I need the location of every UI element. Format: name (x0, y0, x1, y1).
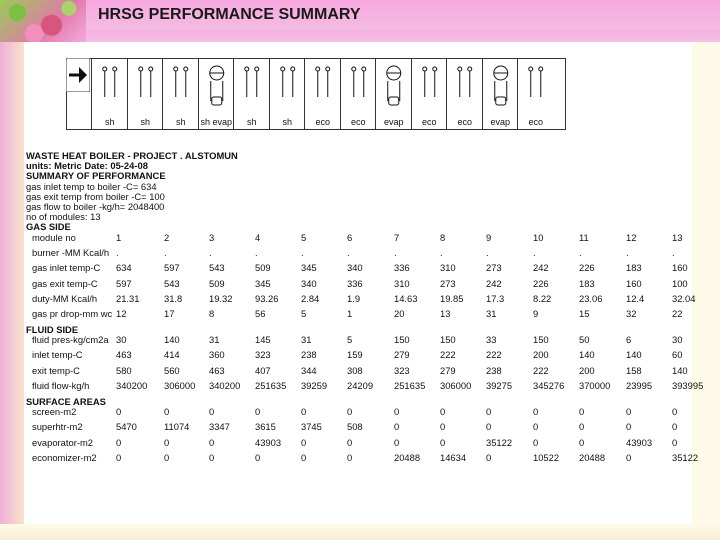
module-label: eco (350, 117, 366, 127)
table-cell: . (301, 246, 304, 258)
table-cell: 4 (255, 231, 261, 243)
table-row (26, 406, 686, 421)
tube-bank-icon (412, 61, 448, 113)
module-1 (91, 59, 128, 129)
tube-bank-icon (447, 61, 483, 113)
table-cell: 238 (301, 349, 317, 361)
evaporator-drum-icon (483, 61, 519, 113)
table-cell: 310 (440, 262, 456, 274)
table-cell: 0 (116, 451, 122, 463)
tube-bank-icon (234, 61, 270, 113)
table-cell: 17 (164, 308, 175, 320)
surface-areas-heading: SURFACE AREAS (26, 395, 106, 407)
table-cell: 13 (672, 231, 683, 243)
table-cell: 0 (626, 405, 632, 417)
performance-report (26, 150, 704, 467)
row-label: superhtr-m2 (32, 421, 83, 433)
table-cell: 1 (347, 308, 353, 320)
table-cell: 0 (209, 436, 215, 448)
table-cell: 13 (440, 308, 451, 320)
hrsg-module-diagram (66, 58, 566, 130)
module-4 (198, 59, 235, 129)
table-row (26, 278, 686, 293)
module-8 (340, 59, 377, 129)
table-cell: 0 (579, 436, 585, 448)
module-13 (517, 59, 554, 129)
table-cell: 3615 (255, 421, 276, 433)
row-label: gas pr drop-mm wc (32, 308, 113, 320)
table-cell: 279 (394, 349, 410, 361)
table-cell: 336 (347, 277, 363, 289)
row-label: module no (32, 231, 76, 243)
table-cell: 0 (209, 451, 215, 463)
header-line: WASTE HEAT BOILER - PROJECT . ALSTOMUN (26, 150, 238, 161)
table-cell: 242 (533, 262, 549, 274)
corner-decor-image (0, 0, 86, 42)
table-cell: . (672, 246, 675, 258)
table-cell: 0 (255, 451, 261, 463)
table-row (26, 365, 686, 380)
row-label: gas exit temp-C (32, 277, 98, 289)
table-cell: 183 (626, 262, 642, 274)
table-cell: 560 (164, 364, 180, 376)
row-label: economizer-m2 (32, 451, 97, 463)
table-cell: 150 (440, 334, 456, 346)
module-5 (233, 59, 270, 129)
table-cell: 0 (164, 451, 170, 463)
table-cell: 19.32 (209, 293, 233, 305)
table-cell: . (255, 246, 258, 258)
module-12 (482, 59, 519, 129)
table-cell: 150 (533, 334, 549, 346)
table-cell: 2.84 (301, 293, 320, 305)
row-label: screen-m2 (32, 405, 77, 417)
table-cell: 336 (394, 262, 410, 274)
table-cell: 0 (164, 436, 170, 448)
module-label: sh (282, 117, 292, 127)
table-cell: 0 (626, 421, 632, 433)
table-cell: . (347, 246, 350, 258)
header-line: gas exit temp from boiler -C= 100 (26, 190, 165, 202)
table-cell: 20488 (394, 451, 421, 463)
module-label: eco (315, 117, 330, 127)
table-cell: 6 (626, 334, 632, 346)
table-cell: 463 (209, 364, 225, 376)
table-cell: 31 (301, 334, 312, 346)
table-cell: 509 (255, 262, 271, 274)
table-cell: 310 (394, 277, 410, 289)
module-label: sh evap (200, 117, 233, 127)
table-cell: 0 (301, 451, 307, 463)
table-cell: 20488 (579, 451, 606, 463)
table-cell: 407 (255, 364, 271, 376)
row-label: evaporator-m2 (32, 436, 93, 448)
table-cell: 5470 (116, 421, 137, 433)
table-cell: 0 (394, 421, 400, 433)
table-cell: 60 (672, 349, 683, 361)
table-cell: 0 (164, 405, 170, 417)
table-cell: . (440, 246, 443, 258)
table-cell: 30 (672, 334, 683, 346)
table-cell: . (579, 246, 582, 258)
table-cell: 393995 (672, 380, 704, 392)
tube-bank-icon (92, 61, 128, 113)
table-cell: 0 (440, 436, 446, 448)
table-cell: 0 (440, 405, 446, 417)
table-row (26, 334, 686, 349)
table-cell: 160 (626, 277, 642, 289)
table-cell: 8.22 (533, 293, 552, 305)
table-cell: 340200 (116, 380, 148, 392)
table-cell: 24209 (347, 380, 374, 392)
table-cell: 0 (394, 436, 400, 448)
table-cell: 0 (672, 405, 678, 417)
gas-side-heading: GAS SIDE (26, 221, 71, 233)
table-row (26, 380, 704, 395)
table-cell: 200 (579, 364, 595, 376)
table-cell: . (626, 246, 629, 258)
table-cell: 0 (626, 451, 632, 463)
table-cell: 31.8 (164, 293, 183, 305)
table-cell: . (209, 246, 212, 258)
gas-inlet-arrow-icon (66, 58, 90, 92)
table-cell: 11074 (164, 421, 190, 433)
table-cell: 1.9 (347, 293, 361, 305)
table-cell: . (116, 246, 119, 258)
table-cell: 0 (486, 451, 492, 463)
table-row (26, 421, 686, 436)
table-cell: 597 (164, 262, 180, 274)
table-cell: 251635 (255, 380, 287, 392)
table-cell: 11 (579, 231, 589, 243)
table-cell: 360 (209, 349, 225, 361)
module-11 (446, 59, 483, 129)
header-line: units: Metric Date: 05-24-08 (26, 160, 148, 172)
table-cell: 7 (394, 231, 400, 243)
table-cell: 508 (347, 421, 363, 433)
row-label: exit temp-C (32, 364, 80, 376)
table-cell: . (164, 246, 167, 258)
table-cell: 145 (255, 334, 271, 346)
module-label: eco (528, 117, 543, 127)
table-cell: 543 (164, 277, 180, 289)
table-cell: 370000 (579, 380, 611, 392)
table-row (26, 349, 686, 364)
header-line: SUMMARY OF PERFORMANCE (26, 170, 166, 182)
tube-bank-icon (270, 61, 306, 113)
table-cell: 2 (164, 231, 170, 243)
table-cell: 222 (486, 349, 502, 361)
table-cell: 509 (209, 277, 225, 289)
table-cell: 222 (440, 349, 456, 361)
table-cell: 100 (672, 277, 688, 289)
table-row (26, 232, 686, 247)
table-cell: 308 (347, 364, 363, 376)
table-cell: 35122 (672, 451, 699, 463)
table-cell: 43903 (255, 436, 282, 448)
table-cell: 15 (579, 308, 590, 320)
module-9 (375, 59, 412, 129)
header-line: gas flow to boiler -kg/h= 2048400 (26, 200, 165, 212)
table-cell: 21.31 (116, 293, 140, 305)
table-cell: 3 (209, 231, 215, 243)
table-cell: 597 (116, 277, 132, 289)
table-cell: 323 (255, 349, 271, 361)
table-cell: 0 (209, 405, 215, 417)
table-cell: 306000 (164, 380, 196, 392)
row-label: fluid flow-kg/h (32, 380, 90, 392)
table-cell: 10 (533, 231, 544, 243)
table-cell: 14634 (440, 451, 467, 463)
table-cell: 0 (394, 405, 400, 417)
module-label: evap (383, 117, 404, 127)
tube-bank-icon (518, 61, 554, 113)
table-cell: 0 (533, 421, 539, 433)
table-cell: . (533, 246, 536, 258)
tube-bank-icon (128, 61, 164, 113)
table-cell: 5 (347, 334, 353, 346)
table-cell: 251635 (394, 380, 426, 392)
table-cell: 345 (255, 277, 271, 289)
table-cell: 8 (440, 231, 446, 243)
table-cell: 0 (116, 436, 122, 448)
table-cell: 43903 (626, 436, 653, 448)
table-cell: 3745 (301, 421, 322, 433)
table-cell: 340200 (209, 380, 241, 392)
table-cell: 414 (164, 349, 180, 361)
table-cell: 20 (394, 308, 405, 320)
table-cell: 345276 (533, 380, 565, 392)
table-cell: 9 (486, 231, 492, 243)
table-cell: 0 (255, 405, 261, 417)
table-cell: 3347 (209, 421, 230, 433)
fluid-side-heading: FLUID SIDE (26, 323, 79, 335)
table-cell: 39275 (486, 380, 513, 392)
table-cell: 12 (116, 308, 127, 320)
table-cell: 19.85 (440, 293, 464, 305)
table-cell: 0 (533, 405, 539, 417)
table-cell: 543 (209, 262, 225, 274)
table-cell: 1 (116, 231, 122, 243)
table-cell: 306000 (440, 380, 472, 392)
table-cell: 0 (347, 451, 353, 463)
table-cell: 17.3 (486, 293, 505, 305)
table-row (26, 293, 696, 308)
module-label: eco (457, 117, 472, 127)
table-cell: 39259 (301, 380, 328, 392)
table-cell: 6 (347, 231, 353, 243)
row-label: fluid pres-kg/cm2a (32, 334, 109, 346)
table-row (26, 437, 686, 452)
table-cell: 93.26 (255, 293, 279, 305)
table-cell: 32.04 (672, 293, 696, 305)
module-7 (304, 59, 341, 129)
table-cell: 31 (486, 308, 497, 320)
row-label: inlet temp-C (32, 349, 83, 361)
module-10 (411, 59, 448, 129)
tube-bank-icon (163, 61, 199, 113)
module-label: evap (490, 117, 511, 127)
table-cell: 323 (394, 364, 410, 376)
table-cell: 23995 (626, 380, 653, 392)
table-cell: 0 (579, 421, 585, 433)
table-cell: 56 (255, 308, 266, 320)
table-cell: 344 (301, 364, 317, 376)
evaporator-drum-icon (376, 61, 412, 113)
table-cell: 183 (579, 277, 595, 289)
table-cell: 0 (347, 436, 353, 448)
table-cell: 279 (440, 364, 456, 376)
table-cell: . (486, 246, 489, 258)
table-cell: 580 (116, 364, 132, 376)
table-cell: 0 (672, 421, 678, 433)
table-cell: 5 (301, 308, 307, 320)
table-cell: 140 (579, 349, 595, 361)
table-cell: 242 (486, 277, 502, 289)
tube-bank-icon (341, 61, 377, 113)
table-cell: 30 (116, 334, 127, 346)
table-cell: 0 (579, 405, 585, 417)
header-line: no of modules: 13 (26, 211, 101, 223)
table-cell: 159 (347, 349, 363, 361)
row-label: gas inlet temp-C (32, 262, 101, 274)
table-cell: 0 (486, 405, 492, 417)
module-label: sh (175, 117, 186, 127)
footer-band (0, 524, 720, 540)
table-row (26, 451, 699, 467)
table-cell: 50 (579, 334, 590, 346)
table-cell: 340 (301, 277, 317, 289)
table-cell: 140 (626, 349, 642, 361)
row-label: burner -MM Kcal/h (32, 246, 110, 258)
table-cell: 12.4 (626, 293, 645, 305)
table-cell: 238 (486, 364, 502, 376)
slide-title: HRSG PERFORMANCE SUMMARY (98, 6, 361, 23)
table-cell: 140 (164, 334, 180, 346)
table-cell: 463 (116, 349, 132, 361)
header-line: gas inlet temp to boiler -C= 634 (26, 180, 157, 192)
table-cell: 9 (533, 308, 539, 320)
table-cell: 200 (533, 349, 549, 361)
table-cell: 273 (486, 262, 502, 274)
module-label: eco (421, 117, 437, 127)
module-label: sh (140, 117, 150, 127)
module-3 (162, 59, 199, 129)
table-cell: 10522 (533, 451, 560, 463)
table-cell: 14.63 (394, 293, 418, 305)
module-label: sh (104, 117, 115, 127)
table-cell: 0 (301, 405, 307, 417)
table-cell: 23.06 (579, 293, 603, 305)
module-label: sh (246, 117, 257, 127)
table-cell: 345 (301, 262, 317, 274)
table-row (26, 262, 686, 277)
table-cell: 31 (209, 334, 220, 346)
module-2 (127, 59, 164, 129)
table-cell: 8 (209, 308, 215, 320)
table-cell: 32 (626, 308, 637, 320)
table-row (26, 247, 686, 262)
table-cell: 160 (672, 262, 688, 274)
table-cell: 0 (440, 421, 446, 433)
table-cell: 33 (486, 334, 497, 346)
table-cell: 0 (486, 421, 492, 433)
table-cell: 0 (301, 436, 307, 448)
evaporator-drum-icon (199, 61, 235, 113)
table-cell: 150 (394, 334, 410, 346)
table-cell: 140 (672, 364, 688, 376)
table-cell: 222 (533, 364, 549, 376)
table-cell: 0 (672, 436, 678, 448)
table-cell: 0 (347, 405, 353, 417)
table-cell: 226 (579, 262, 595, 274)
tube-bank-icon (305, 61, 341, 113)
table-cell: 226 (533, 277, 549, 289)
table-cell: 35122 (486, 436, 513, 448)
table-cell: 340 (347, 262, 363, 274)
table-cell: 0 (533, 436, 539, 448)
table-cell: 273 (440, 277, 456, 289)
table-cell: 12 (626, 231, 637, 243)
table-cell: 0 (116, 405, 122, 417)
table-cell: . (394, 246, 397, 258)
table-cell: 158 (626, 364, 642, 376)
table-cell: 634 (116, 262, 132, 274)
table-row (26, 308, 686, 323)
row-label: duty-MM Kcal/h (32, 293, 98, 305)
module-6 (269, 59, 306, 129)
left-decor-strip (0, 0, 24, 540)
table-cell: 22 (672, 308, 683, 320)
table-cell: 5 (301, 231, 307, 243)
